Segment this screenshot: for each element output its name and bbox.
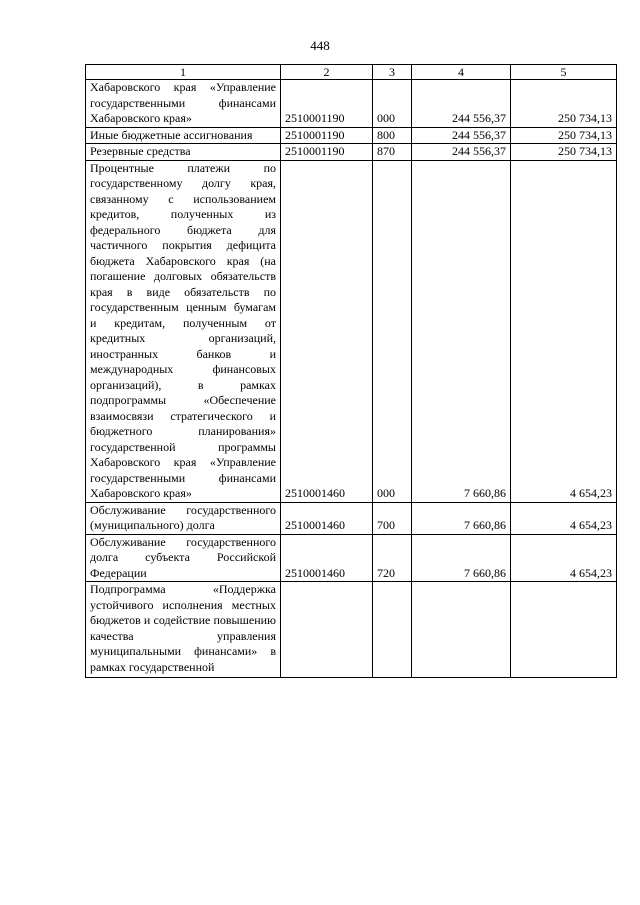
row-expense-type: 870 <box>373 144 412 161</box>
row-expense-type <box>373 582 412 678</box>
table-row <box>86 127 617 144</box>
row-target-code <box>281 582 373 678</box>
row-name: Иные бюджетные ассигнования <box>86 127 281 144</box>
row-amount-2: 250 734,13 <box>511 144 617 161</box>
row-expense-type: 000 <box>373 160 412 502</box>
row-amount-1: 244 556,37 <box>412 127 511 144</box>
page-number: 448 <box>310 38 330 53</box>
row-amount-2: 250 734,13 <box>511 80 617 128</box>
row-amount-1: 7 660,86 <box>412 534 511 582</box>
row-name: Обслуживание государственного долга субъекта Российской Федерации <box>86 534 281 582</box>
row-amount-1: 7 660,86 <box>412 502 511 534</box>
table-row <box>86 534 617 582</box>
row-target-code: 2510001190 <box>281 127 373 144</box>
header-row <box>86 65 617 80</box>
row-name: Процентные платежи по государственному долгу края, связанному с использованием кредитов, полученных из федерального бюджета для частичного покрытия дефицита бюджета Хабаровского края (на погашение долговых обязательств края в виде обязательств по государственным ценным бумагам и кредитам, полученным от кредитных организаций, иностранных банков и международных финансовых организаций), в рамках подпрограммы «Обеспечение взаимосвязи стратегического и бюджетного планирования» государственной программы Хабаровского края «Управление государственными финансами Хабаровского края» <box>86 160 281 502</box>
budget-table <box>85 64 617 678</box>
row-name: Хабаровского края «Управление государственными финансами Хабаровского края» <box>86 80 281 128</box>
row-target-code: 2510001460 <box>281 534 373 582</box>
row-amount-1: 244 556,37 <box>412 144 511 161</box>
row-name: Подпрограмма «Поддержка устойчивого исполнения местных бюджетов и содействие повышению качества управления муниципальными финансами» в рамках государственной <box>86 582 281 678</box>
row-target-code: 2510001190 <box>281 80 373 128</box>
row-expense-type: 000 <box>373 80 412 128</box>
header-col-4: 4 <box>412 65 511 80</box>
table-row <box>86 582 617 678</box>
table-row <box>86 502 617 534</box>
row-amount-1 <box>412 582 511 678</box>
row-name: Обслуживание государственного (муниципального) долга <box>86 502 281 534</box>
row-expense-type: 800 <box>373 127 412 144</box>
row-target-code: 2510001460 <box>281 160 373 502</box>
header-col-3: 3 <box>373 65 412 80</box>
row-expense-type: 700 <box>373 502 412 534</box>
row-amount-2: 4 654,23 <box>511 534 617 582</box>
table-row <box>86 160 617 502</box>
row-amount-2 <box>511 582 617 678</box>
row-amount-2: 4 654,23 <box>511 502 617 534</box>
row-amount-2: 250 734,13 <box>511 127 617 144</box>
header-col-5: 5 <box>511 65 617 80</box>
header-col-1: 1 <box>86 65 281 80</box>
row-expense-type: 720 <box>373 534 412 582</box>
row-amount-1: 244 556,37 <box>412 80 511 128</box>
table-row <box>86 80 617 128</box>
row-target-code: 2510001460 <box>281 502 373 534</box>
header-col-2: 2 <box>281 65 373 80</box>
row-name: Резервные средства <box>86 144 281 161</box>
table-row <box>86 144 617 161</box>
row-target-code: 2510001190 <box>281 144 373 161</box>
row-amount-1: 7 660,86 <box>412 160 511 502</box>
row-amount-2: 4 654,23 <box>511 160 617 502</box>
